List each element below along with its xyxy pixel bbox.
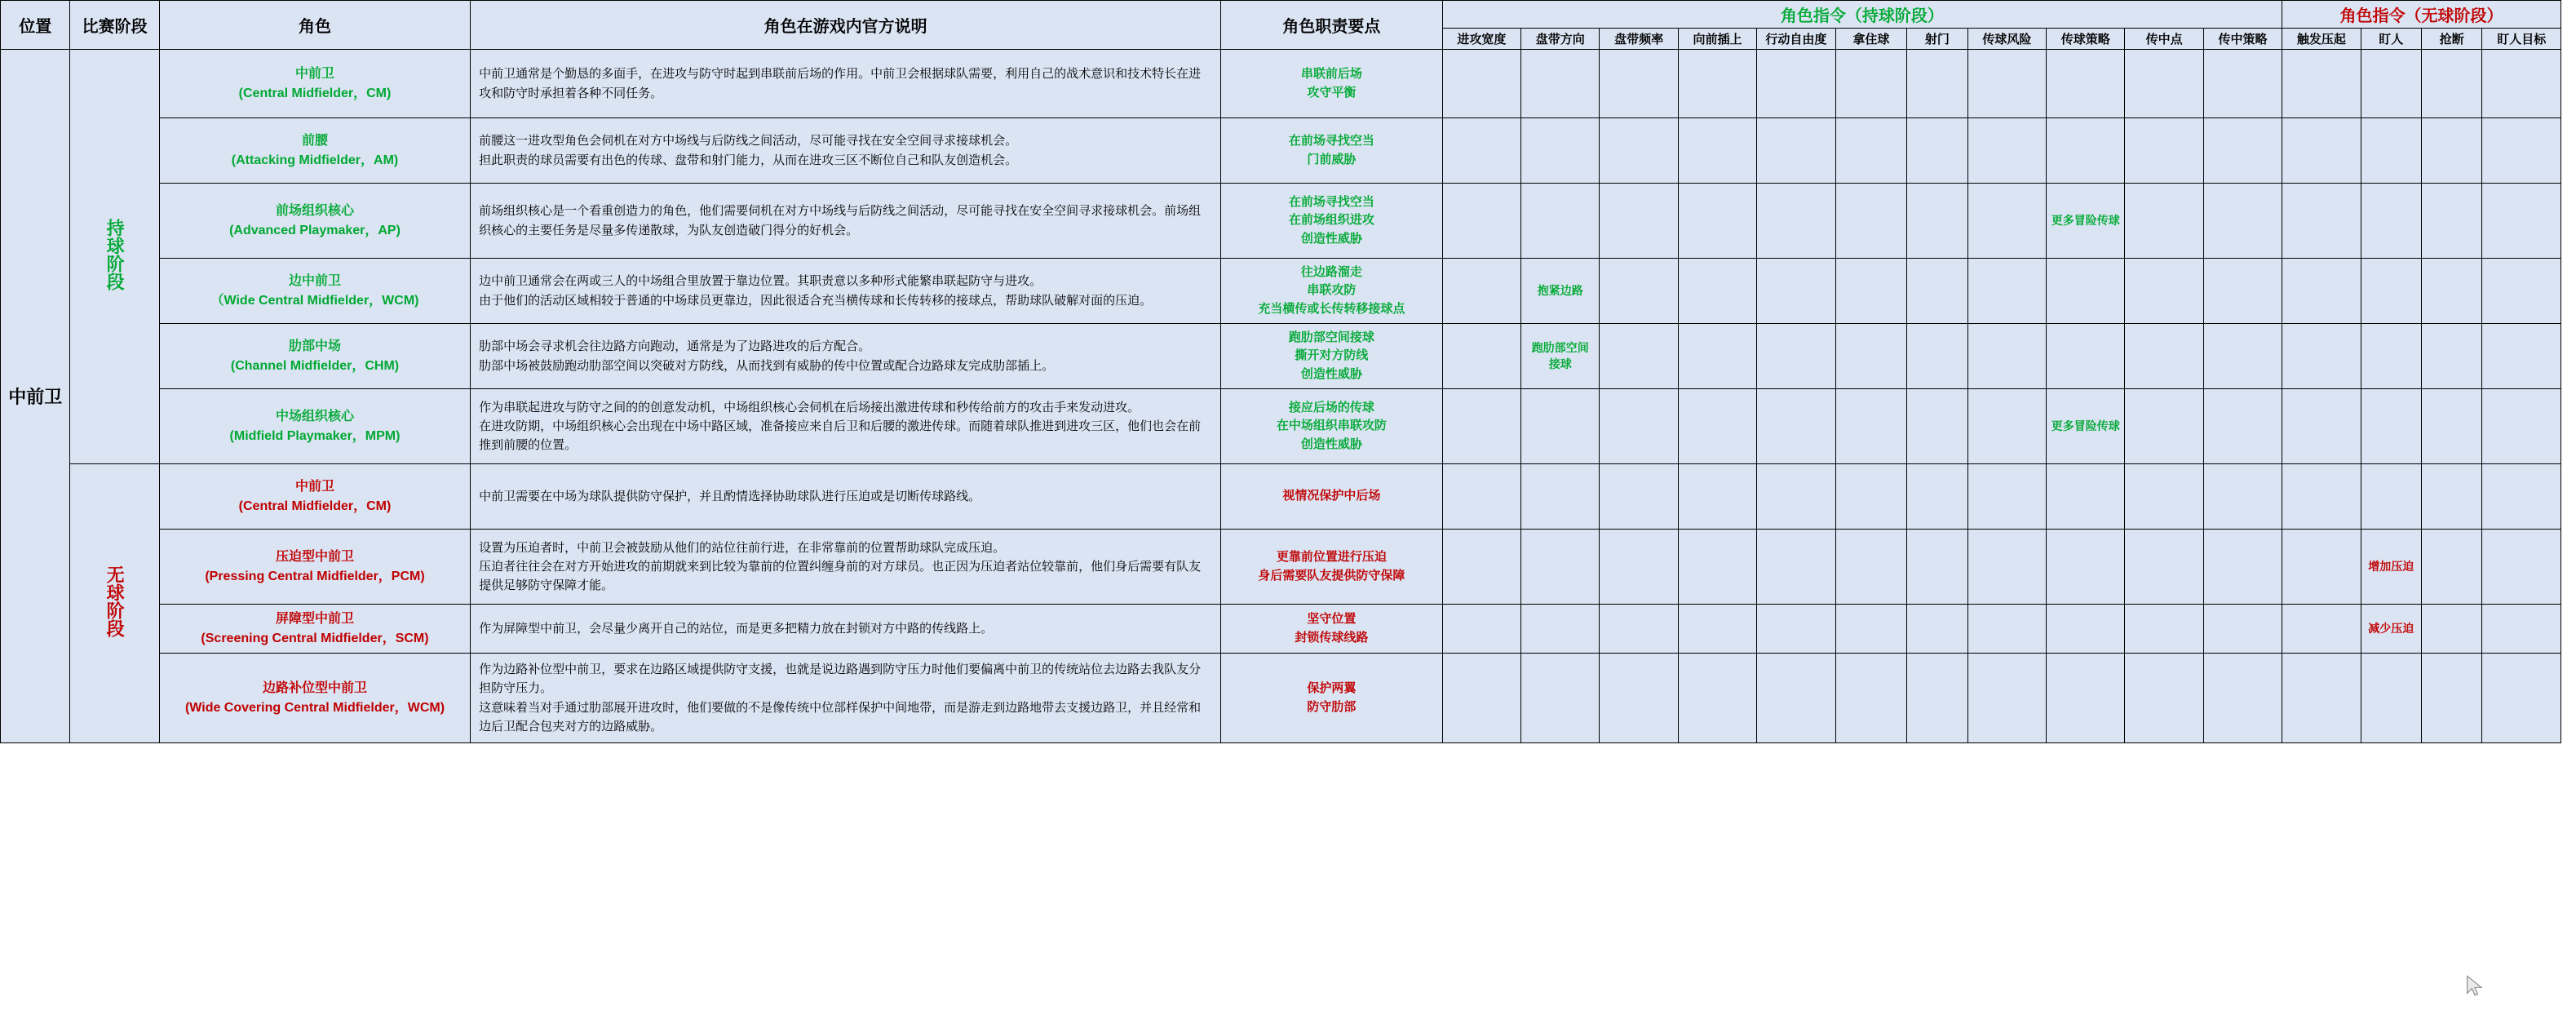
- empty-cell: [2203, 118, 2282, 184]
- empty-cell: [2203, 605, 2282, 654]
- empty-cell: [1521, 184, 1600, 259]
- empty-cell: [2047, 605, 2125, 654]
- header-without-ball-2: 抢断: [2421, 29, 2481, 50]
- empty-cell: [1442, 50, 1520, 118]
- empty-cell: [1835, 389, 1907, 464]
- empty-cell: [1907, 605, 1967, 654]
- empty-cell: [1678, 464, 1756, 530]
- empty-cell: [1907, 184, 1967, 259]
- empty-cell: [1967, 654, 2046, 743]
- empty-cell: [2203, 530, 2282, 605]
- instruction-cell-with-ball: 跑肋部空间 接球: [1521, 324, 1600, 389]
- empty-cell: [1835, 530, 1907, 605]
- empty-cell: [2421, 389, 2481, 464]
- empty-cell: [1967, 324, 2046, 389]
- empty-cell: [1835, 605, 1907, 654]
- empty-cell: [1967, 259, 2046, 324]
- empty-cell: [2282, 389, 2361, 464]
- table-body: [1, 50, 2561, 743]
- role-name-en: (Central Midfielder，CM): [238, 499, 392, 513]
- role-name-cell: [159, 324, 470, 389]
- empty-cell: [2125, 654, 2203, 743]
- empty-cell: [1600, 324, 1678, 389]
- role-duty-cell: 接应后场的传球 在中场组织串联攻防 创造性威胁: [1221, 389, 1443, 464]
- empty-cell: [1442, 654, 1520, 743]
- role-description-cell: 中前卫需要在中场为球队提供防守保护，并且酌情选择协助球队进行压迫或是切断传球路线。: [471, 464, 1221, 530]
- empty-cell: [2282, 118, 2361, 184]
- empty-cell: [2282, 184, 2361, 259]
- role-name-cn: 肋部中场: [289, 339, 342, 354]
- header-desc: 角色在游戏内官方说明: [471, 1, 1221, 50]
- empty-cell: [2282, 605, 2361, 654]
- header-with-ball-8: 传球策略: [2047, 29, 2125, 50]
- empty-cell: [2125, 184, 2203, 259]
- role-description-cell: 边中前卫通常会在两或三人的中场组合里放置于靠边位置。其职责意以多种形式能繁串联起防守与进攻。 由于他们的活动区域相较于普通的中场球员更靠边，因此很适合充当横传球和长传转移的接球点，帮助球队破解对面的压迫。: [471, 259, 1221, 324]
- empty-cell: [1907, 324, 1967, 389]
- empty-cell: [1521, 118, 1600, 184]
- empty-cell: [2421, 605, 2481, 654]
- role-name-cn: 中前卫: [295, 67, 335, 82]
- role-name-en: (Midfield Playmaker，MPM): [229, 428, 401, 443]
- empty-cell: [1442, 605, 1520, 654]
- header-position: 位置: [1, 1, 70, 50]
- empty-cell: [1967, 184, 2046, 259]
- empty-cell: [1967, 118, 2046, 184]
- role-description-cell: 前腰这一进攻型角色会伺机在对方中场线与后防线之间活动，尽可能寻找在安全空间寻求接球机会。 担此职责的球员需要有出色的传球、盘带和射门能力，从而在进攻三区不断位自己和队友创造机会。: [471, 118, 1221, 184]
- empty-cell: [2125, 464, 2203, 530]
- empty-cell: [2361, 464, 2421, 530]
- header-without-ball-3: 盯人目标: [2482, 29, 2561, 50]
- empty-cell: [1907, 259, 1967, 324]
- empty-cell: [1442, 184, 1520, 259]
- empty-cell: [2482, 324, 2561, 389]
- empty-cell: [2203, 184, 2282, 259]
- header-with-ball-4: 行动自由度: [1757, 29, 1835, 50]
- empty-cell: [1757, 389, 1835, 464]
- empty-cell: [2047, 324, 2125, 389]
- role-name-en: （Wide Central Midfielder，WCM): [210, 293, 419, 308]
- role-name-cn: 边路补位型中前卫: [263, 681, 368, 696]
- role-description-cell: 设置为压迫者时，中前卫会被鼓励从他们的站位往前行进，在非常靠前的位置帮助球队完成压迫。 压迫者往往会在对方开始进攻的前期就来到比较为靠前的位置纠缠身前的对方球员。也正因为压迫者站位较靠前，他们身后需要有队友提供足够防守保障才能。: [471, 530, 1221, 605]
- phase-cell-with-ball: 持球阶段: [70, 50, 160, 464]
- header-with-ball-3: 向前插上: [1678, 29, 1756, 50]
- empty-cell: [2482, 118, 2561, 184]
- table-row: [1, 50, 2561, 118]
- empty-cell: [2125, 118, 2203, 184]
- empty-cell: [1967, 389, 2046, 464]
- empty-cell: [1600, 389, 1678, 464]
- empty-cell: [2421, 50, 2481, 118]
- table-row: [1, 324, 2561, 389]
- empty-cell: [2203, 50, 2282, 118]
- empty-cell: [1600, 259, 1678, 324]
- empty-cell: [1678, 654, 1756, 743]
- empty-cell: [1442, 259, 1520, 324]
- empty-cell: [2421, 654, 2481, 743]
- role-duty-cell: 在前场寻找空当 在前场组织进攻 创造性威胁: [1221, 184, 1443, 259]
- role-name-cn: 边中前卫: [289, 274, 342, 289]
- role-description-cell: 前场组织核心是一个看重创造力的角色，他们需要伺机在对方中场线与后防线之间活动，尽可能寻找在安全空间寻求接球机会。前场组织核心的主要任务是尽量多传递散球，为队友创造破门得分的好机会。: [471, 184, 1221, 259]
- empty-cell: [1967, 530, 2046, 605]
- empty-cell: [2125, 259, 2203, 324]
- empty-cell: [2203, 464, 2282, 530]
- role-name-en: (Advanced Playmaker，AP): [229, 223, 401, 237]
- header-with-ball-5: 拿住球: [1835, 29, 1907, 50]
- empty-cell: [2482, 654, 2561, 743]
- empty-cell: [1521, 530, 1600, 605]
- role-duty-cell: 往边路溜走 串联攻防 充当横传或长传转移接球点: [1221, 259, 1443, 324]
- role-name-cell: [159, 118, 470, 184]
- header-phase: 比赛阶段: [70, 1, 160, 50]
- empty-cell: [2047, 464, 2125, 530]
- empty-cell: [1600, 184, 1678, 259]
- role-description-cell: 作为屏障型中前卫，会尽量少离开自己的站位，而是更多把精力放在封锁对方中路的传线路上。: [471, 605, 1221, 654]
- empty-cell: [2421, 184, 2481, 259]
- empty-cell: [1907, 530, 1967, 605]
- role-name-en: (Wide Covering Central Midfielder，WCM): [184, 700, 445, 715]
- role-name-en: (Central Midfielder，CM): [238, 86, 392, 100]
- header-with-ball-1: 盘带方向: [1521, 29, 1600, 50]
- empty-cell: [1967, 605, 2046, 654]
- role-name-en: (Channel Midfielder，CHM): [230, 358, 400, 373]
- empty-cell: [1521, 389, 1600, 464]
- header-group-with-ball: 角色指令（持球阶段）: [1442, 1, 2282, 29]
- empty-cell: [1757, 118, 1835, 184]
- empty-cell: [1835, 184, 1907, 259]
- role-name-cell: [159, 184, 470, 259]
- empty-cell: [2125, 324, 2203, 389]
- instruction-cell-without-ball: 减少压迫: [2361, 605, 2421, 654]
- role-name-cell: [159, 530, 470, 605]
- table-row: [1, 464, 2561, 530]
- empty-cell: [2203, 389, 2282, 464]
- role-name-cn: 压迫型中前卫: [276, 550, 355, 565]
- role-name-cn: 中前卫: [295, 480, 335, 494]
- empty-cell: [1835, 324, 1907, 389]
- empty-cell: [2282, 464, 2361, 530]
- empty-cell: [1600, 605, 1678, 654]
- header-without-ball-1: 盯人: [2361, 29, 2421, 50]
- empty-cell: [1678, 118, 1756, 184]
- table-row: [1, 259, 2561, 324]
- header-with-ball-6: 射门: [1907, 29, 1967, 50]
- empty-cell: [1678, 530, 1756, 605]
- empty-cell: [1521, 654, 1600, 743]
- table-row: [1, 654, 2561, 743]
- empty-cell: [2047, 118, 2125, 184]
- empty-cell: [2282, 259, 2361, 324]
- header-with-ball-7: 传球风险: [1967, 29, 2046, 50]
- empty-cell: [1521, 464, 1600, 530]
- empty-cell: [2361, 184, 2421, 259]
- empty-cell: [2361, 324, 2421, 389]
- empty-cell: [1678, 324, 1756, 389]
- empty-cell: [2482, 464, 2561, 530]
- empty-cell: [1757, 324, 1835, 389]
- empty-cell: [2125, 530, 2203, 605]
- empty-cell: [2203, 654, 2282, 743]
- position-cell: 中前卫: [1, 50, 70, 743]
- empty-cell: [2361, 259, 2421, 324]
- empty-cell: [1600, 464, 1678, 530]
- empty-cell: [1967, 464, 2046, 530]
- role-duty-cell: 更靠前位置进行压迫 身后需要队友提供防守保障: [1221, 530, 1443, 605]
- phase-cell-without-ball: 无球阶段: [70, 464, 160, 743]
- empty-cell: [1967, 50, 2046, 118]
- empty-cell: [2125, 50, 2203, 118]
- role-name-cn: 前腰: [302, 134, 329, 148]
- empty-cell: [1757, 530, 1835, 605]
- role-name-cell: [159, 464, 470, 530]
- table-header-row-1: [1, 1, 2561, 29]
- empty-cell: [2361, 50, 2421, 118]
- empty-cell: [2482, 259, 2561, 324]
- empty-cell: [2203, 259, 2282, 324]
- empty-cell: [1757, 259, 1835, 324]
- empty-cell: [2282, 530, 2361, 605]
- role-name-cell: [159, 50, 470, 118]
- header-group-without-ball: 角色指令（无球阶段）: [2282, 1, 2561, 29]
- empty-cell: [1907, 464, 1967, 530]
- header-with-ball-9: 传中点: [2125, 29, 2203, 50]
- instruction-cell-with-ball: 抱紧边路: [1521, 259, 1600, 324]
- instruction-cell-with-ball: 更多冒险传球: [2047, 389, 2125, 464]
- empty-cell: [2482, 184, 2561, 259]
- empty-cell: [1835, 50, 1907, 118]
- table-row: [1, 184, 2561, 259]
- empty-cell: [1757, 654, 1835, 743]
- empty-cell: [1678, 50, 1756, 118]
- table-row: [1, 605, 2561, 654]
- empty-cell: [2047, 654, 2125, 743]
- empty-cell: [2282, 50, 2361, 118]
- role-duty-cell: 串联前后场 攻守平衡: [1221, 50, 1443, 118]
- empty-cell: [1907, 118, 1967, 184]
- role-duty-cell: 在前场寻找空当 门前威胁: [1221, 118, 1443, 184]
- empty-cell: [1442, 324, 1520, 389]
- empty-cell: [1757, 464, 1835, 530]
- empty-cell: [2482, 605, 2561, 654]
- empty-cell: [2282, 654, 2361, 743]
- empty-cell: [1907, 389, 1967, 464]
- empty-cell: [1442, 118, 1520, 184]
- role-name-en: (Attacking Midfielder，AM): [231, 153, 399, 167]
- empty-cell: [2421, 530, 2481, 605]
- empty-cell: [1600, 118, 1678, 184]
- header-with-ball-2: 盘带频率: [1600, 29, 1678, 50]
- empty-cell: [1442, 530, 1520, 605]
- empty-cell: [2282, 324, 2361, 389]
- role-name-en: (Screening Central Midfielder，SCM): [201, 631, 429, 645]
- empty-cell: [2047, 259, 2125, 324]
- empty-cell: [2482, 530, 2561, 605]
- header-duty: 角色职责要点: [1221, 1, 1443, 50]
- role-name-cell: [159, 259, 470, 324]
- empty-cell: [2125, 605, 2203, 654]
- role-name-cell: [159, 605, 470, 654]
- empty-cell: [1600, 50, 1678, 118]
- empty-cell: [1521, 50, 1600, 118]
- instruction-cell-without-ball: 增加压迫: [2361, 530, 2421, 605]
- role-name-cn: 中场组织核心: [276, 410, 355, 424]
- empty-cell: [2361, 118, 2421, 184]
- empty-cell: [2361, 389, 2421, 464]
- role-name-cell: [159, 389, 470, 464]
- table-row: [1, 389, 2561, 464]
- empty-cell: [1907, 50, 1967, 118]
- empty-cell: [1678, 605, 1756, 654]
- role-name-cn: 屏障型中前卫: [276, 612, 355, 627]
- header-with-ball-0: 进攻宽度: [1442, 29, 1520, 50]
- empty-cell: [1521, 605, 1600, 654]
- empty-cell: [1757, 50, 1835, 118]
- header-role: 角色: [159, 1, 470, 50]
- empty-cell: [2361, 654, 2421, 743]
- role-duty-cell: 保护两翼 防守肋部: [1221, 654, 1443, 743]
- table-row: [1, 118, 2561, 184]
- empty-cell: [2482, 389, 2561, 464]
- empty-cell: [1907, 654, 1967, 743]
- empty-cell: [1678, 184, 1756, 259]
- empty-cell: [2421, 324, 2481, 389]
- role-duty-cell: 坚守位置 封锁传球线路: [1221, 605, 1443, 654]
- empty-cell: [2482, 50, 2561, 118]
- header-without-ball-0: 触发压起: [2282, 29, 2361, 50]
- empty-cell: [1835, 118, 1907, 184]
- empty-cell: [2421, 259, 2481, 324]
- empty-cell: [1835, 654, 1907, 743]
- role-description-cell: 作为边路补位型中前卫，要求在边路区域提供防守支援，也就是说边路遇到防守压力时他们要偏离中前卫的传统站位去边路去我队友分担防守压力。 这意味着当对手通过肋部展开进攻时，他们要做的不是像传统中位部样保护中间地带，而是游走到边路地带去支援边路卫，并且经常和边后卫配合包夹对方的边路威胁。: [471, 654, 1221, 743]
- instruction-cell-with-ball: 更多冒险传球: [2047, 184, 2125, 259]
- role-name-en: (Pressing Central Midfielder，PCM): [205, 569, 425, 583]
- role-duty-cell: 跑肋部空间接球 撕开对方防线 创造性威胁: [1221, 324, 1443, 389]
- empty-cell: [1757, 184, 1835, 259]
- mouse-cursor-icon: [2463, 974, 2486, 997]
- table-row: [1, 530, 2561, 605]
- role-duty-cell: 视情况保护中后场: [1221, 464, 1443, 530]
- empty-cell: [2047, 50, 2125, 118]
- role-name-cell: [159, 654, 470, 743]
- empty-cell: [2203, 324, 2282, 389]
- empty-cell: [1442, 389, 1520, 464]
- empty-cell: [1442, 464, 1520, 530]
- empty-cell: [2421, 118, 2481, 184]
- empty-cell: [2047, 530, 2125, 605]
- header-with-ball-10: 传中策略: [2203, 29, 2282, 50]
- empty-cell: [1600, 654, 1678, 743]
- empty-cell: [1678, 259, 1756, 324]
- empty-cell: [1757, 605, 1835, 654]
- role-name-cn: 前场组织核心: [276, 204, 355, 219]
- empty-cell: [1835, 464, 1907, 530]
- empty-cell: [1678, 389, 1756, 464]
- role-description-cell: 中前卫通常是个勤恳的多面手，在进攻与防守时起到串联前后场的作用。中前卫会根据球队需要，利用自己的战术意识和技术特长在进攻和防守时承担着各种不同任务。: [471, 50, 1221, 118]
- empty-cell: [2125, 389, 2203, 464]
- role-description-cell: 肋部中场会寻求机会往边路方向跑动，通常是为了边路进攻的后方配合。 肋部中场被鼓励跑动肋部空间以突破对方防线，从而找到有威胁的传中位置或配合边路球友完成肋部插上。: [471, 324, 1221, 389]
- role-description-cell: 作为串联起进攻与防守之间的的创意发动机，中场组织核心会伺机在后场接出激进传球和秒传给前方的攻击手来发动进攻。 在进攻防期，中场组织核心会出现在中场中路区域，准备接应来自后卫和后腰的激进传球。而随着球队推进到进攻三区，他们也会在前推到前腰的位置。: [471, 389, 1221, 464]
- empty-cell: [1835, 259, 1907, 324]
- empty-cell: [1600, 530, 1678, 605]
- empty-cell: [2421, 464, 2481, 530]
